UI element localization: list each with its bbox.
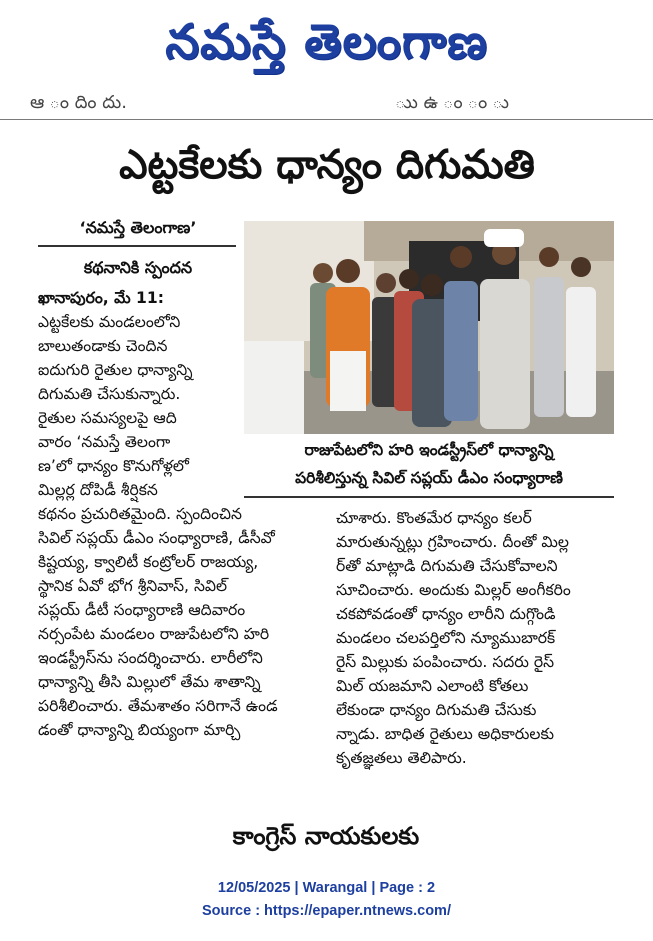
article-kicker: ‘నమస్తే తెలంగాణ’ [79, 218, 197, 237]
text-line: ఇండస్ట్రీస్‌ను సందర్శించారు. లారీలోని [38, 649, 263, 667]
text-line: మిల్లర్ల దోపిడీ శీర్షికన [38, 481, 158, 499]
text-line: ర్‌తో మాట్లాడి దిగుమతి చేసుకోవాలని [336, 557, 558, 575]
text-line: రైస్ మిల్లుకు పంపించారు. సదరు రైస్ [336, 653, 555, 671]
text-line: కథనం ప్రచురితమైంది. స్పందించిన [38, 505, 242, 523]
footer-edition-line: 12/05/2025 | Warangal | Page : 2 [217, 880, 436, 896]
dateline: ఖానాపురం, మే 11: [38, 289, 164, 307]
text-line: పరిశీలించారు. తేమశాతం సరిగానే ఉండ [38, 697, 278, 715]
text-line: చూశారు. కొంతమేర ధాన్యం కలర్ [336, 509, 532, 527]
text-line: చకపోవడంతో ధాన్యం లారీని దుగ్గొండి [336, 605, 556, 623]
photo-caption-line-1: రాజుపేటలోని హరి ఇండస్ట్రీస్‌లో ధాన్యాన్ని [304, 441, 554, 459]
text-line: కృతజ్ఞతలు తెలిపారు. [336, 749, 467, 767]
article-headline: ఎట్టకేలకు ధాన్యం దిగుమతి [119, 142, 535, 188]
text-line: సప్లయ్ డీటీ సంధ్యారాణి ఆదివారం [38, 601, 246, 619]
text-line: ధాన్యాన్ని తీసి మిల్లులో తేమ శాతాన్ని [38, 673, 261, 691]
text-line: మండలం చలపర్తిలోని న్యూముబారక్ [336, 629, 556, 647]
text-line: ణ’లో ధాన్యం కొనుగోళ్లలో [38, 457, 189, 475]
text-line: సూచించారు. అందుకు మిల్లర్ అంగీకరిం [336, 581, 571, 599]
text-line: సివిల్ సప్లయ్ డీఎం సంధ్యారాణి, డీసీవో [38, 529, 275, 547]
article-left-column [38, 286, 306, 742]
article-right-column [336, 506, 616, 770]
footer-source-link[interactable]: Source : https://epaper.ntnews.com/ [202, 903, 451, 919]
text-line: న్నాడు. బాధిత రైతులు అధికారులకు [336, 725, 554, 743]
text-line: ఐదుగురి రైతుల ధాన్యాన్ని [38, 361, 193, 379]
text-line: స్థానిక ఏవో భోగ శ్రీనివాస్, సివిల్ [38, 577, 228, 595]
text-line: మిల్ యజమాని ఎలాంటి కోతలు [336, 677, 529, 695]
next-story-headline: కాంగ్రెస్ నాయకులకు [232, 822, 420, 850]
photo-caption-line-2: పరిశీలిస్తున్న సివిల్ సప్లయ్ డీఎం సంధ్యారాణి [295, 469, 563, 487]
text-line: దిగుమతి చేసుకున్నారు. [38, 385, 181, 403]
cropped-dateline-strip [0, 86, 653, 114]
masthead-divider [0, 119, 653, 120]
text-line: కిష్టయ్య, క్వాలిటీ కంట్రోలర్ రాజయ్య, [38, 553, 259, 571]
text-line: రైతుల సమస్యలపై ఆది [38, 409, 177, 427]
text-line: బాలుతండాకు చెందిన [38, 337, 168, 355]
text-line: వారం ‘నమస్తే తెలంగా [38, 433, 171, 451]
strip-right-text: ుు ఉ ం ం ు [395, 92, 509, 113]
article-subkicker: కథనానికి స్పందన [83, 258, 193, 277]
text-line: ఎట్టకేలకు మండలంలోని [38, 313, 181, 331]
masthead-logo: నమస్తే తెలంగాణ [165, 14, 488, 70]
text-line: మారుతున్నట్లు గ్రహించారు. దీంతో మిల్ల [336, 533, 569, 551]
text-line: డంతో ధాన్యాన్ని బియ్యంగా మార్చి [38, 721, 241, 739]
strip-left-text: ఆ ం దిం దు. [30, 92, 127, 113]
kicker-divider [38, 245, 236, 247]
text-line: నర్సంపేట మండలం రాజుపేటలోని హరి [38, 625, 270, 643]
text-line: లేకుండా ధాన్యం దిగుమతి చేసుకు [336, 701, 537, 719]
